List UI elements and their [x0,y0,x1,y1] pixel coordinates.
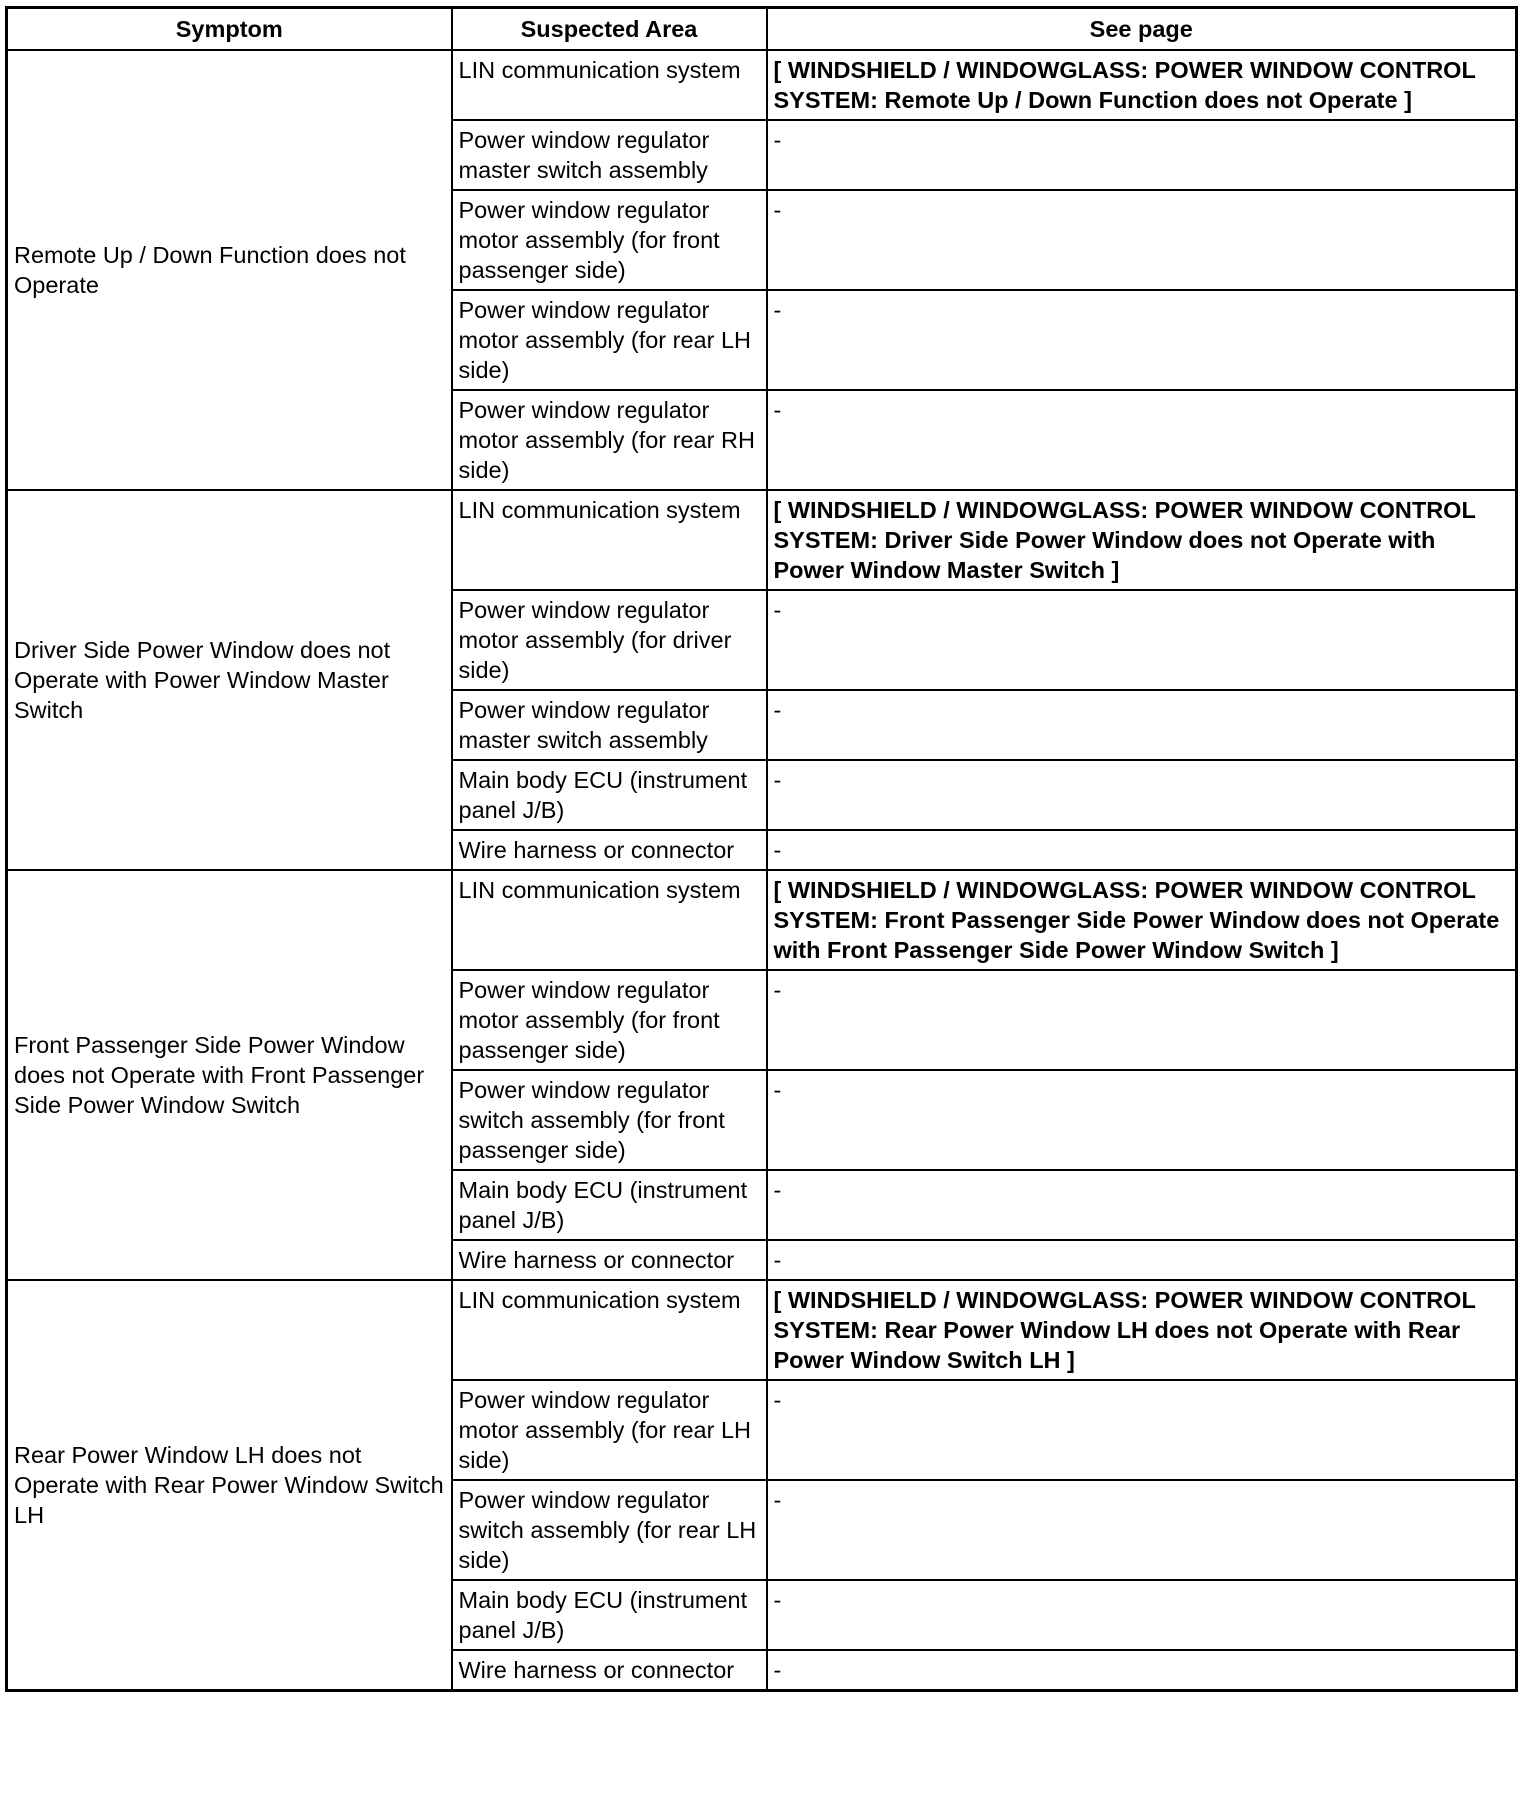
suspected-area-cell: Power window regulator switch assembly (for rear LH side) [452,1480,767,1580]
see-page-link[interactable]: [ WINDSHIELD / WINDOWGLASS: POWER WINDOW CONTROL SYSTEM: Front Passenger Side Power Window does not Operate with Front Passenger Side Power Window Switch ] [767,870,1517,970]
see-page-cell: - [767,190,1517,290]
see-page-cell: - [767,970,1517,1070]
see-page-cell: - [767,760,1517,830]
table-row [7,870,1517,970]
suspected-area-cell: Power window regulator master switch assembly [452,690,767,760]
table-row [7,50,1517,120]
suspected-area-cell: Power window regulator motor assembly (for front passenger side) [452,190,767,290]
suspected-area-cell: Main body ECU (instrument panel J/B) [452,760,767,830]
see-page-cell: - [767,830,1517,870]
table-header-row [7,8,1517,51]
suspected-area-cell: Power window regulator motor assembly (for driver side) [452,590,767,690]
troubleshooting-document [5,6,1515,1692]
header-see-page: See page [767,8,1517,51]
header-suspected-area: Suspected Area [452,8,767,51]
suspected-area-cell: LIN communication system [452,870,767,970]
suspected-area-cell: Power window regulator motor assembly (for rear RH side) [452,390,767,490]
suspected-area-cell: Power window regulator motor assembly (for front passenger side) [452,970,767,1070]
see-page-cell: - [767,590,1517,690]
see-page-cell: - [767,120,1517,190]
table-row [7,490,1517,590]
symptom-cell: Rear Power Window LH does not Operate with Rear Power Window Switch LH [7,1280,452,1691]
suspected-area-cell: LIN communication system [452,1280,767,1380]
suspected-area-cell: Power window regulator switch assembly (for front passenger side) [452,1070,767,1170]
suspected-area-cell: Power window regulator motor assembly (for rear LH side) [452,290,767,390]
suspected-area-cell: Power window regulator master switch assembly [452,120,767,190]
see-page-cell: - [767,290,1517,390]
symptom-cell: Front Passenger Side Power Window does not Operate with Front Passenger Side Power Window Switch [7,870,452,1280]
see-page-cell: - [767,1170,1517,1240]
see-page-cell: - [767,1480,1517,1580]
problem-symptoms-table [5,6,1518,1692]
suspected-area-cell: LIN communication system [452,490,767,590]
see-page-cell: - [767,1380,1517,1480]
see-page-cell: - [767,1240,1517,1280]
see-page-cell: - [767,690,1517,760]
symptom-cell: Remote Up / Down Function does not Operate [7,50,452,490]
see-page-cell: - [767,1650,1517,1691]
suspected-area-cell: Power window regulator motor assembly (for rear LH side) [452,1380,767,1480]
see-page-cell: - [767,390,1517,490]
see-page-cell: - [767,1580,1517,1650]
see-page-cell: - [767,1070,1517,1170]
suspected-area-cell: Main body ECU (instrument panel J/B) [452,1170,767,1240]
suspected-area-cell: LIN communication system [452,50,767,120]
see-page-link[interactable]: [ WINDSHIELD / WINDOWGLASS: POWER WINDOW CONTROL SYSTEM: Remote Up / Down Function does not Operate ] [767,50,1517,120]
symptom-cell: Driver Side Power Window does not Operate with Power Window Master Switch [7,490,452,870]
see-page-link[interactable]: [ WINDSHIELD / WINDOWGLASS: POWER WINDOW CONTROL SYSTEM: Rear Power Window LH does not Operate with Rear Power Window Switch LH ] [767,1280,1517,1380]
suspected-area-cell: Wire harness or connector [452,830,767,870]
header-symptom: Symptom [7,8,452,51]
table-body [7,50,1517,1691]
see-page-link[interactable]: [ WINDSHIELD / WINDOWGLASS: POWER WINDOW CONTROL SYSTEM: Driver Side Power Window does not Operate with Power Window Master Switch ] [767,490,1517,590]
suspected-area-cell: Wire harness or connector [452,1650,767,1691]
suspected-area-cell: Wire harness or connector [452,1240,767,1280]
table-row [7,1280,1517,1380]
suspected-area-cell: Main body ECU (instrument panel J/B) [452,1580,767,1650]
